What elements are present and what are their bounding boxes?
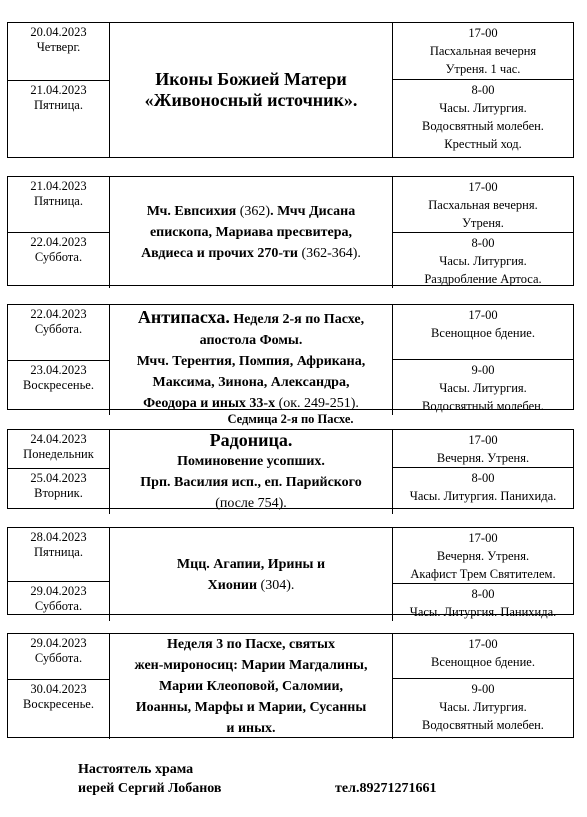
weekday: Пятница. bbox=[34, 194, 83, 208]
date: 22.04.2023 bbox=[30, 307, 87, 321]
service-cell bbox=[393, 634, 573, 678]
weekday: Суббота. bbox=[34, 322, 83, 336]
service-name: Пасхальная вечерня bbox=[429, 44, 537, 58]
service-name: Часы. Литургия. Панихида. bbox=[409, 489, 557, 503]
service-time: 8-00 bbox=[471, 236, 495, 250]
weekday: Пятница. bbox=[34, 98, 83, 112]
service-name: Акафист Трем Святителем. bbox=[410, 567, 556, 581]
service-time: 8-00 bbox=[471, 471, 495, 485]
service-cell bbox=[393, 359, 573, 415]
schedule-block bbox=[7, 304, 574, 413]
date-cell bbox=[8, 232, 109, 288]
date-cell bbox=[8, 528, 109, 581]
service-name: Часы. Литургия. bbox=[439, 101, 527, 115]
date: 23.04.2023 bbox=[30, 363, 87, 377]
feast-line: Мцц. Агапии, Ирины и bbox=[176, 556, 326, 572]
rector-title: Настоятель храма bbox=[78, 762, 194, 777]
service-cell bbox=[393, 23, 573, 79]
service-name: Водосвятный молебен. bbox=[422, 119, 544, 133]
schedule-block bbox=[7, 22, 574, 158]
service-name: Водосвятный молебен. bbox=[422, 399, 544, 413]
feast-text: Антипасха. bbox=[137, 306, 230, 327]
service-cell bbox=[393, 467, 573, 514]
feast-line: Прп. Василия исп., еп. Парийского bbox=[140, 475, 362, 490]
feast-text: (ок. 249-251). bbox=[278, 395, 359, 411]
weekday: Воскресенье. bbox=[23, 697, 94, 711]
feast-line: Неделя 3 по Пасхе, святых bbox=[167, 637, 335, 652]
date: 29.04.2023 bbox=[30, 584, 87, 598]
feast-line: Иоанны, Марфы и Марии, Сусанны bbox=[135, 700, 367, 715]
feast-description bbox=[110, 305, 392, 415]
weekday: Суббота. bbox=[34, 250, 83, 264]
feast-line bbox=[147, 201, 355, 222]
service-time: 17-00 bbox=[468, 26, 498, 40]
date-column bbox=[8, 430, 110, 514]
service-name: Всенощное бдение. bbox=[431, 326, 535, 340]
feast-description bbox=[110, 23, 392, 157]
feast-line: Марии Клеоповой, Саломии, bbox=[158, 679, 344, 694]
date: 21.04.2023 bbox=[30, 83, 87, 97]
service-time: 17-00 bbox=[468, 637, 498, 651]
date: 22.04.2023 bbox=[30, 235, 87, 249]
weekday: Понедельник bbox=[23, 447, 94, 461]
service-cell bbox=[393, 528, 573, 583]
feast-line: жен-мироносиц: Марии Магдалины, bbox=[134, 658, 368, 673]
feast-line: апостола Фомы. bbox=[199, 332, 303, 348]
service-time: 17-00 bbox=[468, 433, 498, 447]
service-time: 9-00 bbox=[471, 682, 495, 696]
feast-description bbox=[110, 528, 392, 621]
date-column bbox=[8, 634, 110, 739]
service-cell bbox=[393, 305, 573, 359]
service-cell bbox=[393, 430, 573, 467]
schedule-block bbox=[7, 527, 574, 619]
date: 25.04.2023 bbox=[30, 471, 87, 485]
feast-text: Авдиеса и прочих 270-ти bbox=[141, 246, 302, 261]
weekday: Вторник. bbox=[34, 486, 83, 500]
schedule-block bbox=[7, 176, 574, 286]
feast-line: Максима, Зинона, Александра, bbox=[152, 374, 350, 390]
service-column bbox=[392, 528, 573, 621]
feast-text: Феодора и иных 33-х bbox=[143, 395, 279, 411]
date-column bbox=[8, 23, 110, 157]
feast-line: Иконы Божией Матери bbox=[155, 69, 347, 89]
service-column bbox=[392, 177, 573, 288]
service-time: 17-00 bbox=[468, 180, 498, 194]
service-name: Утреня. bbox=[462, 216, 504, 230]
feast-text: Хионии bbox=[207, 577, 261, 593]
schedule-block bbox=[7, 633, 574, 738]
feast-line: епископа, Мариава пресвитера, bbox=[149, 225, 353, 240]
date: 24.04.2023 bbox=[30, 432, 87, 446]
date-column bbox=[8, 305, 110, 415]
service-name: Часы. Литургия. bbox=[439, 254, 527, 268]
date-cell bbox=[8, 430, 109, 468]
feast-line: и иных. bbox=[226, 721, 276, 736]
date: 21.04.2023 bbox=[30, 179, 87, 193]
service-name: Раздробление Артоса. bbox=[424, 272, 542, 286]
feast-line bbox=[143, 393, 359, 414]
service-column bbox=[392, 634, 573, 739]
service-column bbox=[392, 305, 573, 415]
service-name: Часы. Литургия. bbox=[439, 700, 527, 714]
date-column bbox=[8, 528, 110, 621]
feast-text: . Мчч Дисана bbox=[270, 204, 356, 219]
feast-text: Мч. Евпсихия bbox=[146, 204, 240, 219]
feast-description bbox=[110, 634, 392, 739]
service-name: Часы. Литургия. bbox=[439, 381, 527, 395]
service-name: Вечерня. Утреня. bbox=[436, 549, 530, 563]
service-name: Пасхальная вечерня. bbox=[428, 198, 538, 212]
service-name: Часы. Литургия. Панихида. bbox=[409, 605, 557, 619]
weekday: Четверг. bbox=[36, 40, 81, 54]
feast-line bbox=[138, 307, 364, 330]
date: 30.04.2023 bbox=[30, 682, 87, 696]
weekday: Пятница. bbox=[34, 545, 83, 559]
date-cell bbox=[8, 360, 109, 415]
service-cell bbox=[393, 79, 573, 157]
date-cell bbox=[8, 80, 109, 157]
feast-line bbox=[208, 575, 295, 596]
date: 29.04.2023 bbox=[30, 636, 87, 650]
service-time: 17-00 bbox=[468, 531, 498, 545]
date-cell bbox=[8, 679, 109, 739]
service-cell bbox=[393, 583, 573, 621]
feast-line bbox=[141, 243, 361, 264]
weekday: Суббота. bbox=[34, 651, 83, 665]
date-cell bbox=[8, 634, 109, 679]
service-name: Вечерня. Утреня. bbox=[436, 451, 530, 465]
date: 28.04.2023 bbox=[30, 530, 87, 544]
service-time: 8-00 bbox=[471, 83, 495, 97]
week-caption: Седмица 2-я по Пасхе. bbox=[227, 412, 354, 426]
feast-line: «Живоносный источник». bbox=[144, 90, 358, 110]
service-cell bbox=[393, 678, 573, 739]
service-column bbox=[392, 430, 573, 514]
feast-line: Радоница. bbox=[209, 430, 293, 450]
date-cell bbox=[8, 23, 109, 80]
service-cell bbox=[393, 177, 573, 232]
service-name: Утреня. 1 час. bbox=[445, 62, 521, 76]
weekday: Суббота. bbox=[34, 599, 83, 613]
feast-text: (304). bbox=[260, 577, 295, 593]
date-cell bbox=[8, 581, 109, 621]
feast-description bbox=[110, 430, 392, 514]
feast-text: Неделя 2-я по Пасхе, bbox=[229, 311, 365, 327]
service-time: 17-00 bbox=[468, 308, 498, 322]
service-name: Водосвятный молебен. bbox=[422, 718, 544, 732]
date-column bbox=[8, 177, 110, 288]
feast-text: (362) bbox=[239, 204, 271, 219]
service-name: Крестный ход. bbox=[444, 137, 522, 151]
feast-text: (362-364). bbox=[301, 246, 361, 261]
service-time: 9-00 bbox=[471, 363, 495, 377]
date-cell bbox=[8, 305, 109, 360]
feast-line: Поминовение усопших. bbox=[177, 454, 325, 469]
service-time: 8-00 bbox=[471, 587, 495, 601]
feast-description bbox=[110, 177, 392, 288]
date: 20.04.2023 bbox=[30, 25, 87, 39]
weekday: Воскресенье. bbox=[23, 378, 94, 392]
date-cell bbox=[8, 468, 109, 514]
service-column bbox=[392, 23, 573, 157]
phone: тел.89271271661 bbox=[335, 781, 437, 796]
feast-line: Мчч. Терентия, Помпия, Африкана, bbox=[136, 353, 366, 369]
service-cell bbox=[393, 232, 573, 288]
service-name: Всенощное бдение. bbox=[431, 655, 535, 669]
rector-name: иерей Сергий Лобанов bbox=[78, 781, 222, 796]
schedule-block bbox=[7, 429, 574, 509]
date-cell bbox=[8, 177, 109, 232]
feast-line: (после 754). bbox=[215, 496, 287, 511]
